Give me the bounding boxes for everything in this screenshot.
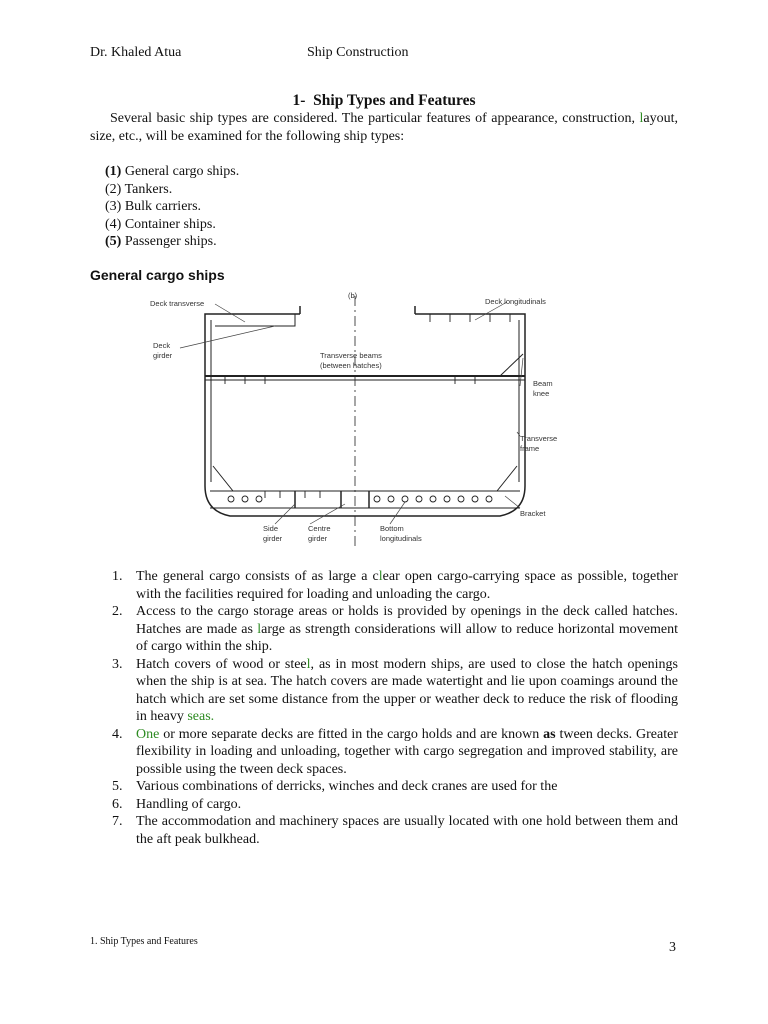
- chapter-title: [0, 92, 768, 110]
- ship-type-number: (4): [105, 216, 122, 232]
- feature-item: [105, 726, 678, 779]
- ship-type-item: [105, 181, 239, 199]
- feature-item: [105, 603, 678, 656]
- ship-type-number: (5): [105, 234, 122, 249]
- feature-text: ear open cargo-carrying space as possible, together with the facilities required for loading and unloading the cargo.: [136, 569, 678, 602]
- ship-type-list: [105, 163, 239, 251]
- feature-item: [105, 796, 678, 814]
- section-heading: General cargo ships: [90, 267, 225, 283]
- feature-item: [105, 656, 678, 726]
- feature-number: 1.: [112, 569, 123, 584]
- ship-type-number: (2): [105, 181, 122, 197]
- ship-type-label: Passenger ships.: [121, 234, 217, 249]
- feature-number: 7.: [112, 814, 123, 829]
- feature-number: 2.: [112, 604, 123, 619]
- feature-green-text: l: [378, 569, 383, 584]
- label-bottom-longitudinals-2: longitudinals: [380, 534, 422, 543]
- footer-chapter: 1. Ship Types and Features: [90, 936, 198, 947]
- label-deck-longitudinals: Deck longitudinals: [485, 297, 546, 306]
- chapter-number: 1-: [292, 92, 306, 109]
- label-bottom-longitudinals: Bottom: [380, 524, 404, 533]
- feature-item: [105, 778, 678, 796]
- ship-type-label: Tankers.: [121, 181, 173, 197]
- feature-bold-text: as: [543, 726, 556, 742]
- intro-green-char: l: [639, 111, 644, 126]
- feature-green-text: One: [136, 726, 160, 742]
- hull-outline: [205, 314, 525, 516]
- feature-green-text: l: [257, 621, 262, 637]
- label-transverse-beams: Transverse beams: [320, 351, 382, 360]
- feature-text: , as in most modern ships, are used to close the hatch openings when the ship is at sea. The hatch covers are made watertight and lie upon coamings around the hatch which are set some distance from the upper or weather deck to reduce the risk of flooding in heavy: [136, 656, 679, 724]
- intro-text-1: Several basic ship types are considered. The particular features of appearance, construction,: [110, 111, 640, 126]
- label-deck-girder-2: girder: [153, 351, 173, 360]
- intro-paragraph: [90, 110, 678, 146]
- feature-item: [105, 568, 678, 603]
- feature-text: arge as strength considerations will allow to reduce horizontal movement of cargo within the ship.: [136, 621, 678, 654]
- ship-type-item: [105, 233, 239, 251]
- feature-number: 6.: [112, 796, 123, 812]
- feature-text: or more separate decks are fitted in the cargo holds and are known: [159, 726, 544, 742]
- label-deck-girder: Deck: [153, 341, 171, 350]
- feature-text: tween decks. Greater flexibility in loading and unloading, together with cargo segregation and improved stability, are possible using the tween deck spaces.: [136, 726, 678, 777]
- feature-text: Handling of cargo.: [136, 796, 242, 812]
- ship-type-label: Bulk carriers.: [121, 199, 202, 214]
- label-centre-girder: Centre: [308, 524, 331, 533]
- label-transverse-frame: Transverse: [520, 434, 558, 443]
- label-side-girder-2: girder: [263, 534, 283, 543]
- ship-type-number: (3): [105, 199, 122, 214]
- feature-text: Hatch covers of wood or stee: [136, 656, 307, 672]
- ship-type-item: [105, 216, 239, 234]
- chapter-title-text: Ship Types and Features: [313, 92, 476, 109]
- feature-number: 5.: [112, 779, 123, 794]
- feature-text: Various combinations of derricks, winches and deck cranes are used for the: [136, 779, 558, 794]
- ship-section-diagram: [145, 286, 565, 554]
- label-beam-knee-2: knee: [533, 389, 550, 398]
- ship-type-item: [105, 198, 239, 216]
- ship-type-item: [105, 163, 239, 181]
- ship-type-label: General cargo ships.: [121, 164, 240, 179]
- course-title: Ship Construction: [307, 45, 409, 60]
- feature-text: The accommodation and machinery spaces are usually located with one hold between them and the aft peak bulkhead.: [136, 814, 678, 847]
- feature-text: Access to the cargo storage areas or holds is provided by openings in the deck called hatches. Hatches are made as: [136, 604, 678, 637]
- ship-type-label: Container ships.: [121, 216, 216, 232]
- page-number: 3: [669, 940, 676, 955]
- label-centre-girder-2: girder: [308, 534, 328, 543]
- feature-green-text: l: [306, 656, 311, 672]
- author-name: Dr. Khaled Atua: [90, 45, 182, 60]
- label-deck-transverse: Deck transverse: [150, 299, 205, 308]
- label-beam-knee: Beam: [533, 379, 553, 388]
- feature-number: 3.: [112, 656, 123, 672]
- feature-green-text: seas.: [187, 709, 215, 724]
- label-side-girder: Side: [263, 524, 279, 533]
- feature-text: The general cargo consists of as large a c: [136, 569, 379, 584]
- feature-item: [105, 813, 678, 848]
- intro-text-2: ayout, size, etc., will be examined for the following ship types:: [90, 111, 678, 144]
- feature-number: 4.: [112, 726, 123, 742]
- label-bracket: Bracket: [520, 509, 546, 518]
- label-transverse-frame-2: frame: [520, 444, 540, 453]
- page-header: [90, 45, 409, 61]
- label-transverse-beams-2: (between hatches): [320, 361, 382, 370]
- label-b: (b): [348, 291, 358, 300]
- features-list: [105, 568, 678, 848]
- ship-type-number: (1): [105, 164, 122, 179]
